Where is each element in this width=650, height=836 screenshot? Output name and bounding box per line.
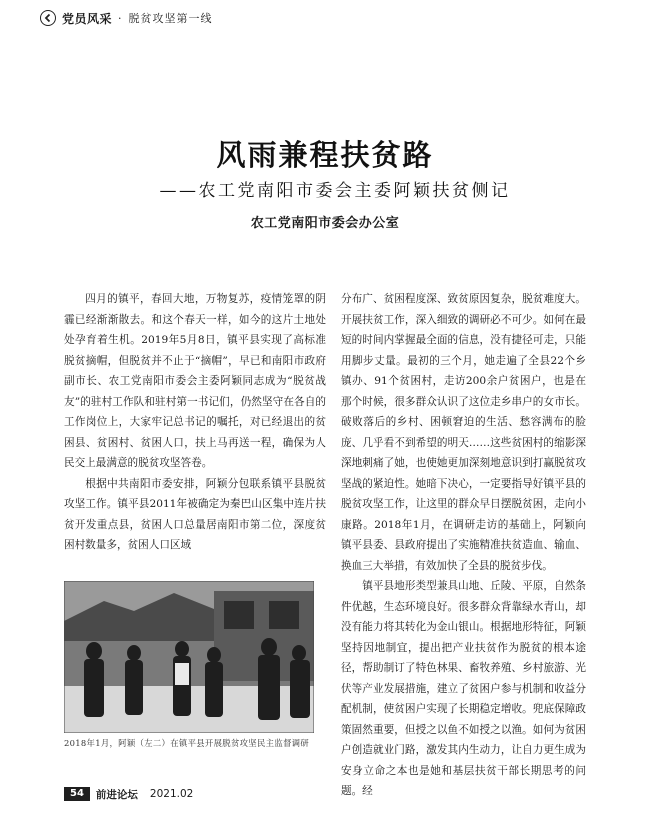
header-section: 党员风采	[62, 11, 113, 26]
article-title: 风雨兼程扶贫路	[216, 138, 434, 172]
paragraph: 四月的镇平，春回大地，万物复苏，疫情笼罩的阴霾已经渐渐散去。和这个春天一样，如今的这片土地处处孕育着生机。2019年5月8日，镇平县实现了高标准脱贫摘帽，但脱贫并不止于“摘帽”，早已和南阳市政府副市长、农工党南阳市委会主委阿颖同志成为“脱贫战友”的驻村工作队和驻村第一书记们，仍然坚守在各自的工作岗位上，大家牢记总书记的嘱托，对已经退出的贫困县、贫困村、贫困人口，扶上马再送一程，确保为人民交上最满意的脱贫攻坚答卷。	[64, 293, 326, 469]
page-number: 54	[64, 787, 90, 801]
photo-caption: 2018年1月，阿颖（左二）在镇平县开展脱贫攻坚民主监督调研	[64, 738, 310, 748]
header-separator: ·	[118, 11, 123, 25]
page-header	[40, 8, 213, 28]
article-subtitle: ——农工党南阳市委会主委阿颖扶贫侧记	[159, 181, 511, 201]
left-column	[64, 289, 326, 556]
header-subsection: 脱贫攻坚第一线	[128, 12, 213, 25]
issue-number: 2021.02	[149, 788, 194, 800]
right-column	[341, 289, 586, 802]
article-photo	[64, 581, 314, 733]
magazine-name: 前进论坛	[95, 788, 138, 801]
page-footer	[64, 787, 193, 801]
paragraph: 镇平县地形类型兼具山地、丘陵、平原，自然条件优越，生态环境良好。很多群众背靠绿水青山，却没有能力将其转化为金山银山。根据地形特征，阿颖坚持因地制宜，提出把产业扶贫作为脱贫的根本途径，帮助制订了特色林果、畜牧养殖、乡村旅游、光伏等产业发展措施，建立了贫困户参与机制和收益分配机制，使贫困户实现了长期稳定增收。兜底保障政策固然重要，但授之以鱼不如授之以渔。如何为贫困户创造就业门路，激发其内生动力，让自力更生成为安身立命之本也是她和基层扶贫干部长期思考的问题。经	[341, 580, 586, 797]
paragraph: 根据中共南阳市委安排，阿颖分包联系镇平县脱贫攻坚工作。镇平县2011年被确定为秦巴山区集中连片扶贫开发重点县，贫困人口总量居南阳市第二位，深度贫困村数量多，贫困人口区域	[64, 477, 326, 551]
arrow-circle-icon	[40, 10, 56, 26]
article-author: 农工党南阳市委会办公室	[250, 216, 400, 231]
paragraph: 分布广、贫困程度深、致贫原因复杂，脱贫难度大。开展扶贫工作，深入细致的调研必不可少。如何在最短的时间内掌握最全面的信息，没有捷径可走，只能用脚步丈量。最初的三个月，她走遍了全县22个乡镇办、91个贫困村，走访200余户贫困户，也是在那个时候，很多群众认识了这位走乡串户的女市长。破败落后的乡村、困顿窘迫的生活、愁容满布的脸庞、几乎看不到希望的明天……这些贫困村的缩影深深地刺痛了她，也使她更加深刻地意识到打赢脱贫攻坚战的紧迫性。她暗下决心，一定要指导好镇平县的脱贫攻坚工作，让这里的群众早日摆脱贫困，走向小康路。2018年1月，在调研走访的基础上，阿颖向镇平县委、县政府提出了实施精准扶贫造血、输血、换血三大举措，有效加快了全县的脱贫步伐。	[341, 293, 586, 572]
